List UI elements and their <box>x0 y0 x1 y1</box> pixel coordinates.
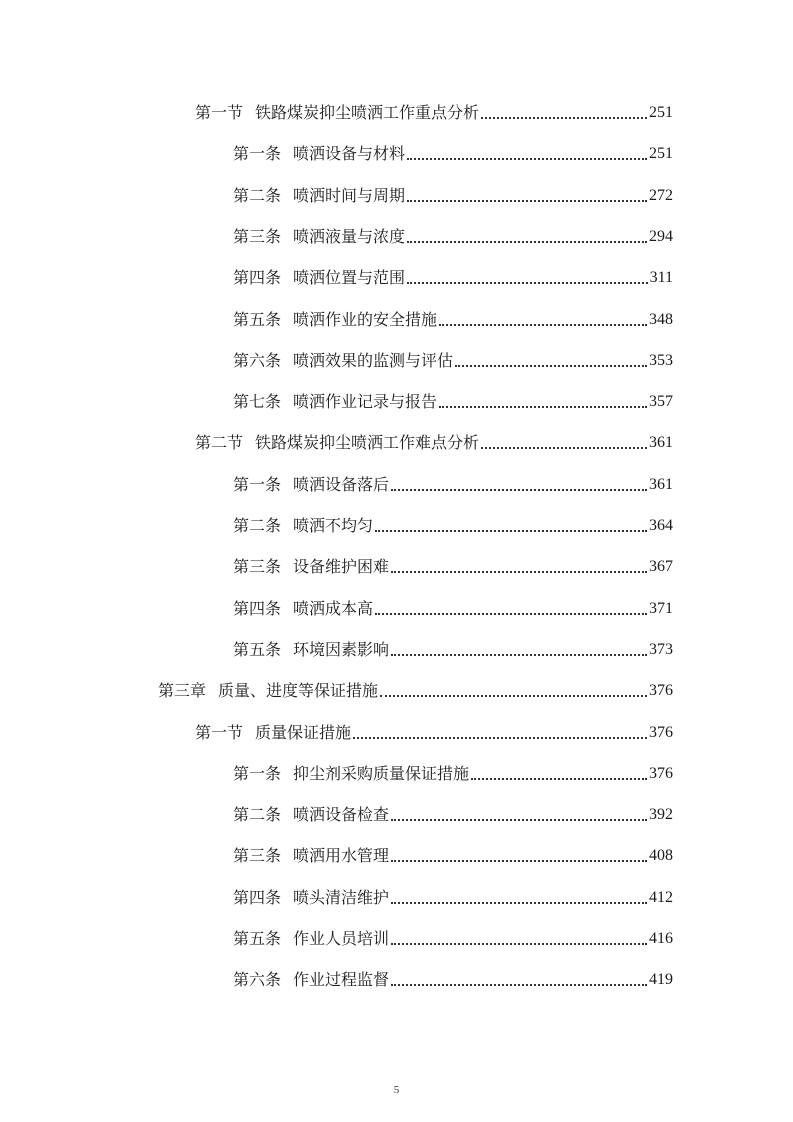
entry-page-number: 251 <box>649 145 673 163</box>
toc-entry[interactable] <box>233 631 673 661</box>
dot-leader <box>471 778 647 780</box>
toc-entry[interactable] <box>233 920 673 950</box>
toc-entry[interactable] <box>233 383 673 413</box>
entry-number: 第五条 <box>233 929 282 948</box>
dot-leader <box>375 530 647 532</box>
entry-number: 第五条 <box>233 309 282 329</box>
dot-leader <box>439 406 647 408</box>
entry-title: 喷头清洁维护 <box>293 887 390 907</box>
entry-number: 第六条 <box>233 350 282 370</box>
entry-number: 第一条 <box>233 763 282 783</box>
toc-entry[interactable] <box>233 342 673 372</box>
dot-leader <box>407 158 647 160</box>
entry-page-number: 373 <box>649 640 673 658</box>
toc-entry[interactable] <box>233 755 673 785</box>
entry-page-number: 311 <box>649 269 673 287</box>
entry-title: 喷洒时间与周期 <box>293 185 406 205</box>
entry-number: 第四条 <box>233 887 282 907</box>
dot-leader <box>353 737 647 739</box>
entry-title: 喷洒作业的安全措施 <box>293 309 438 329</box>
toc-entry[interactable] <box>233 218 673 248</box>
entry-page-number: 364 <box>649 517 673 534</box>
toc-entry[interactable] <box>233 466 673 496</box>
entry-number: 第四条 <box>233 598 282 618</box>
dot-leader <box>407 282 648 284</box>
entry-number: 第二条 <box>233 805 282 825</box>
entry-page-number: 412 <box>649 888 673 906</box>
entry-number: 第六条 <box>233 970 282 990</box>
dot-leader <box>455 365 647 367</box>
toc-entry[interactable] <box>233 796 673 826</box>
entry-number: 第三条 <box>233 226 282 246</box>
entry-title: 铁路煤炭抑尘喷洒工作难点分析 <box>255 433 480 453</box>
entry-title: 喷洒作业记录与报告 <box>293 392 438 412</box>
entry-page-number: 376 <box>649 723 673 741</box>
entry-page-number: 353 <box>649 351 673 369</box>
entry-title: 质量保证措施 <box>255 722 352 742</box>
entry-page-number: 251 <box>649 104 673 121</box>
entry-title: 质量、进度等保证措施 <box>218 681 379 701</box>
entry-title: 喷洒不均匀 <box>293 516 374 535</box>
entry-number: 第二条 <box>233 516 282 535</box>
entry-page-number: 376 <box>649 764 673 782</box>
entry-title: 喷洒液量与浓度 <box>293 226 406 246</box>
toc-entry[interactable] <box>195 714 673 744</box>
entry-number: 第三章 <box>158 681 207 701</box>
entry-page-number: 416 <box>649 930 673 947</box>
entry-title: 喷洒设备检查 <box>293 805 390 825</box>
entry-page-number: 408 <box>649 847 673 865</box>
entry-page-number: 361 <box>649 475 673 493</box>
entry-page-number: 419 <box>649 971 673 989</box>
entry-page-number: 357 <box>649 393 673 411</box>
entry-title: 喷洒设备落后 <box>293 474 390 494</box>
toc-entry[interactable] <box>233 548 673 578</box>
toc-entry[interactable] <box>233 301 673 331</box>
dot-leader <box>391 571 647 573</box>
dot-leader <box>407 241 647 243</box>
entry-title: 作业过程监督 <box>293 970 390 990</box>
entry-title: 作业人员培训 <box>293 929 390 948</box>
toc-entry[interactable] <box>195 94 673 124</box>
dot-leader <box>391 902 647 904</box>
entry-title: 喷洒效果的监测与评估 <box>293 350 454 370</box>
page-number: 5 <box>393 1084 400 1096</box>
toc-entry[interactable] <box>233 177 673 207</box>
dot-leader <box>391 860 647 862</box>
dot-leader <box>391 984 647 986</box>
toc-entry[interactable] <box>233 837 673 867</box>
entry-page-number: 272 <box>649 186 673 204</box>
dot-leader <box>380 695 647 697</box>
entry-title: 喷洒位置与范围 <box>293 268 406 288</box>
toc-entry[interactable] <box>233 879 673 909</box>
dot-leader <box>481 447 647 449</box>
dot-leader <box>407 200 647 202</box>
entry-page-number: 294 <box>649 227 673 245</box>
entry-page-number: 371 <box>649 599 673 617</box>
entry-number: 第四条 <box>233 268 282 288</box>
entry-title: 喷洒用水管理 <box>293 846 390 866</box>
toc-entry[interactable] <box>233 590 673 620</box>
entry-number: 第一节 <box>195 722 244 742</box>
entry-number: 第七条 <box>233 392 282 412</box>
entry-title: 设备维护困难 <box>293 557 390 577</box>
entry-page-number: 392 <box>649 806 673 824</box>
dot-leader <box>391 943 647 945</box>
toc-entry[interactable] <box>233 507 673 537</box>
entry-page-number: 361 <box>649 434 673 452</box>
entry-number: 第三条 <box>233 557 282 577</box>
dot-leader <box>439 324 647 326</box>
entry-title: 喷洒成本高 <box>293 598 374 618</box>
entry-title: 环境因素影响 <box>293 639 390 659</box>
dot-leader <box>391 654 647 656</box>
toc-entry[interactable] <box>158 672 673 702</box>
entry-number: 第一条 <box>233 474 282 494</box>
dot-leader <box>481 117 647 119</box>
entry-title: 抑尘剂采购质量保证措施 <box>293 763 470 783</box>
entry-number: 第一条 <box>233 144 282 164</box>
entry-number: 第二条 <box>233 185 282 205</box>
toc-entry[interactable] <box>233 961 673 991</box>
entry-title: 铁路煤炭抑尘喷洒工作重点分析 <box>255 103 480 122</box>
toc-entry[interactable] <box>233 135 673 165</box>
entry-number: 第二节 <box>195 433 244 453</box>
entry-number: 第一节 <box>195 103 244 122</box>
entry-page-number: 367 <box>649 558 673 576</box>
dot-leader <box>391 489 647 491</box>
toc-entry[interactable] <box>233 259 673 289</box>
dot-leader <box>375 613 647 615</box>
dot-leader <box>391 819 647 821</box>
entry-number: 第三条 <box>233 846 282 866</box>
entry-title: 喷洒设备与材料 <box>293 144 406 164</box>
entry-number: 第五条 <box>233 639 282 659</box>
entry-page-number: 348 <box>649 310 673 328</box>
entry-page-number: 376 <box>649 682 673 700</box>
toc-entry[interactable] <box>195 424 673 454</box>
